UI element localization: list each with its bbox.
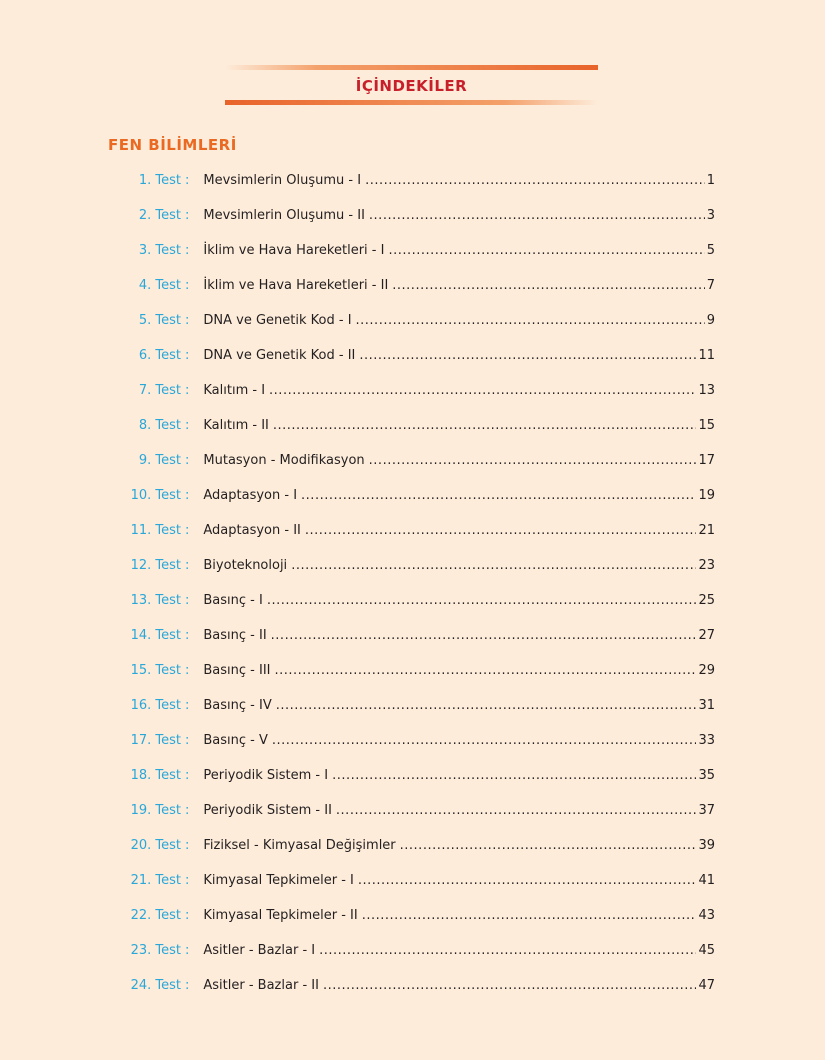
toc-entry-number: 19. Test: [130, 803, 181, 818]
toc-entry[interactable]: [100, 941, 715, 976]
toc-entry[interactable]: [100, 731, 715, 766]
toc-entry[interactable]: [100, 451, 715, 486]
toc-entry-leader-dots: [365, 171, 705, 191]
toc-entry[interactable]: [100, 556, 715, 591]
toc-entry-separator: :: [185, 803, 190, 818]
toc-entry[interactable]: [100, 206, 715, 241]
section-heading: FEN BİLİMLERİ: [108, 136, 237, 154]
toc-entry-separator: :: [185, 663, 190, 678]
toc-entry-number: 2. Test: [138, 208, 181, 223]
toc-entry-page-number: 17: [698, 453, 715, 468]
toc-entry-number: 23. Test: [130, 943, 181, 958]
table-of-contents: [100, 171, 715, 1011]
toc-entry-page-number: 13: [698, 383, 715, 398]
toc-entry-separator: :: [185, 453, 190, 468]
toc-entry-number: 20. Test: [130, 838, 181, 853]
toc-entry-separator: :: [185, 558, 190, 573]
toc-entry-title: Mevsimlerin Oluşumu - I: [203, 173, 362, 188]
toc-entry-number: 18. Test: [130, 768, 181, 783]
toc-entry-leader-dots: [271, 626, 697, 646]
toc-entry-page-number: 19: [698, 488, 715, 503]
toc-entry-separator: :: [185, 733, 190, 748]
toc-entry-number: 9. Test: [138, 453, 181, 468]
toc-entry-page-number: 15: [698, 418, 715, 433]
toc-entry-page-number: 33: [698, 733, 715, 748]
toc-entry-title: Biyoteknoloji: [203, 558, 288, 573]
toc-entry-leader-dots: [332, 766, 696, 786]
toc-entry-page-number: 23: [698, 558, 715, 573]
toc-entry-leader-dots: [369, 206, 705, 226]
toc-entry-separator: :: [185, 173, 190, 188]
toc-entry-leader-dots: [267, 591, 697, 611]
toc-entry-leader-dots: [291, 556, 696, 576]
toc-entry-separator: :: [185, 908, 190, 923]
toc-entry-page-number: 29: [698, 663, 715, 678]
toc-entry-number: 4. Test: [138, 278, 181, 293]
toc-entry-leader-dots: [269, 381, 696, 401]
toc-entry-leader-dots: [273, 416, 697, 436]
toc-entry-number: 12. Test: [130, 558, 181, 573]
toc-entry-separator: :: [185, 383, 190, 398]
toc-entry-leader-dots: [392, 276, 704, 296]
toc-entry[interactable]: [100, 276, 715, 311]
toc-entry-page-number: 39: [698, 838, 715, 853]
toc-entry-page-number: 21: [698, 523, 715, 538]
toc-entry-page-number: 3: [706, 208, 715, 223]
toc-entry[interactable]: [100, 766, 715, 801]
toc-entry[interactable]: [100, 801, 715, 836]
toc-entry-title: Basınç - II: [203, 628, 267, 643]
toc-entry-separator: :: [185, 768, 190, 783]
toc-entry-page-number: 45: [698, 943, 715, 958]
toc-entry-separator: :: [185, 593, 190, 608]
toc-entry-number: 15. Test: [130, 663, 181, 678]
toc-entry-leader-dots: [276, 696, 697, 716]
page-title: İÇİNDEKİLER: [355, 77, 468, 95]
toc-entry-number: 8. Test: [138, 418, 181, 433]
title-bottom-rule: [225, 100, 598, 105]
toc-entry[interactable]: [100, 836, 715, 871]
toc-entry-leader-dots: [359, 346, 696, 366]
toc-entry[interactable]: [100, 381, 715, 416]
toc-entry-separator: :: [185, 278, 190, 293]
toc-entry-leader-dots: [323, 976, 697, 996]
toc-entry-number: 7. Test: [138, 383, 181, 398]
toc-entry-page-number: 11: [698, 348, 715, 363]
toc-entry-page-number: 41: [698, 873, 715, 888]
toc-entry-title: Adaptasyon - II: [203, 523, 301, 538]
toc-entry-title: Asitler - Bazlar - I: [203, 943, 316, 958]
toc-entry-number: 13. Test: [130, 593, 181, 608]
toc-entry-number: 1. Test: [138, 173, 181, 188]
toc-entry-separator: :: [185, 488, 190, 503]
toc-entry-leader-dots: [388, 241, 704, 261]
toc-entry-separator: :: [185, 943, 190, 958]
toc-entry-leader-dots: [362, 906, 697, 926]
toc-entry-title: Adaptasyon - I: [203, 488, 298, 503]
toc-entry-leader-dots: [358, 871, 697, 891]
toc-entry-page-number: 27: [698, 628, 715, 643]
toc-entry-separator: :: [185, 523, 190, 538]
toc-entry-title: Periyodik Sistem - II: [203, 803, 332, 818]
toc-entry-page-number: 9: [706, 313, 715, 328]
toc-entry[interactable]: [100, 346, 715, 381]
toc-entry-separator: :: [185, 978, 190, 993]
toc-entry[interactable]: [100, 661, 715, 696]
toc-entry-leader-dots: [275, 661, 697, 681]
toc-entry-leader-dots: [305, 521, 697, 541]
toc-entry-title: Kalıtım - I: [203, 383, 266, 398]
toc-entry-title: Basınç - V: [203, 733, 268, 748]
toc-entry-number: 10. Test: [130, 488, 181, 503]
toc-entry[interactable]: [100, 416, 715, 451]
toc-entry[interactable]: [100, 311, 715, 346]
toc-entry-number: 6. Test: [138, 348, 181, 363]
toc-entry-leader-dots: [400, 836, 697, 856]
toc-entry-title: Kalıtım - II: [203, 418, 269, 433]
toc-entry-page-number: 31: [698, 698, 715, 713]
toc-entry[interactable]: [100, 591, 715, 626]
toc-entry-page-number: 47: [698, 978, 715, 993]
toc-entry-number: 3. Test: [138, 243, 181, 258]
toc-entry[interactable]: [100, 241, 715, 276]
toc-entry-page-number: 7: [706, 278, 715, 293]
toc-entry-leader-dots: [356, 311, 705, 331]
toc-entry[interactable]: [100, 171, 715, 206]
toc-entry-separator: :: [185, 418, 190, 433]
toc-entry-separator: :: [185, 698, 190, 713]
toc-entry-title: İklim ve Hava Hareketleri - I: [203, 243, 385, 258]
toc-entry-page-number: 43: [698, 908, 715, 923]
toc-entry-title: Asitler - Bazlar - II: [203, 978, 319, 993]
toc-entry-title: Kimyasal Tepkimeler - I: [203, 873, 354, 888]
toc-entry[interactable]: [100, 871, 715, 906]
toc-entry-separator: :: [185, 838, 190, 853]
toc-entry-leader-dots: [301, 486, 696, 506]
toc-entry-title: Periyodik Sistem - I: [203, 768, 329, 783]
toc-entry-number: 22. Test: [130, 908, 181, 923]
toc-entry-separator: :: [185, 628, 190, 643]
toc-entry-page-number: 35: [698, 768, 715, 783]
toc-entry-number: 21. Test: [130, 873, 181, 888]
toc-entry-separator: :: [185, 208, 190, 223]
toc-entry[interactable]: [100, 626, 715, 661]
toc-entry-page-number: 1: [706, 173, 715, 188]
toc-entry-number: 11. Test: [130, 523, 181, 538]
toc-entry-leader-dots: [272, 731, 697, 751]
toc-entry[interactable]: [100, 486, 715, 521]
toc-entry-title: Basınç - IV: [203, 698, 272, 713]
toc-entry[interactable]: [100, 976, 715, 1011]
toc-entry-title: Basınç - III: [203, 663, 271, 678]
toc-entry-title: Mutasyon - Modifikasyon: [203, 453, 365, 468]
toc-entry-number: 24. Test: [130, 978, 181, 993]
toc-entry[interactable]: [100, 906, 715, 941]
toc-entry-title: DNA ve Genetik Kod - I: [203, 313, 352, 328]
toc-entry[interactable]: [100, 696, 715, 731]
toc-entry-number: 5. Test: [138, 313, 181, 328]
title-top-rule: [225, 65, 598, 70]
toc-entry-leader-dots: [336, 801, 697, 821]
toc-entry-page-number: 5: [706, 243, 715, 258]
toc-entry-number: 14. Test: [130, 628, 181, 643]
toc-entry-title: Fiziksel - Kimyasal Değişimler: [203, 838, 396, 853]
toc-entry-number: 17. Test: [130, 733, 181, 748]
toc-entry-page-number: 25: [698, 593, 715, 608]
toc-entry-separator: :: [185, 243, 190, 258]
toc-entry-separator: :: [185, 873, 190, 888]
toc-entry[interactable]: [100, 521, 715, 556]
toc-entry-title: Mevsimlerin Oluşumu - II: [203, 208, 365, 223]
toc-entry-title: Basınç - I: [203, 593, 263, 608]
toc-entry-separator: :: [185, 313, 190, 328]
toc-entry-page-number: 37: [698, 803, 715, 818]
toc-entry-leader-dots: [319, 941, 696, 961]
toc-entry-title: İklim ve Hava Hareketleri - II: [203, 278, 389, 293]
toc-entry-title: Kimyasal Tepkimeler - II: [203, 908, 358, 923]
toc-entry-title: DNA ve Genetik Kod - II: [203, 348, 356, 363]
toc-entry-separator: :: [185, 348, 190, 363]
toc-entry-leader-dots: [369, 451, 697, 471]
toc-entry-number: 16. Test: [130, 698, 181, 713]
